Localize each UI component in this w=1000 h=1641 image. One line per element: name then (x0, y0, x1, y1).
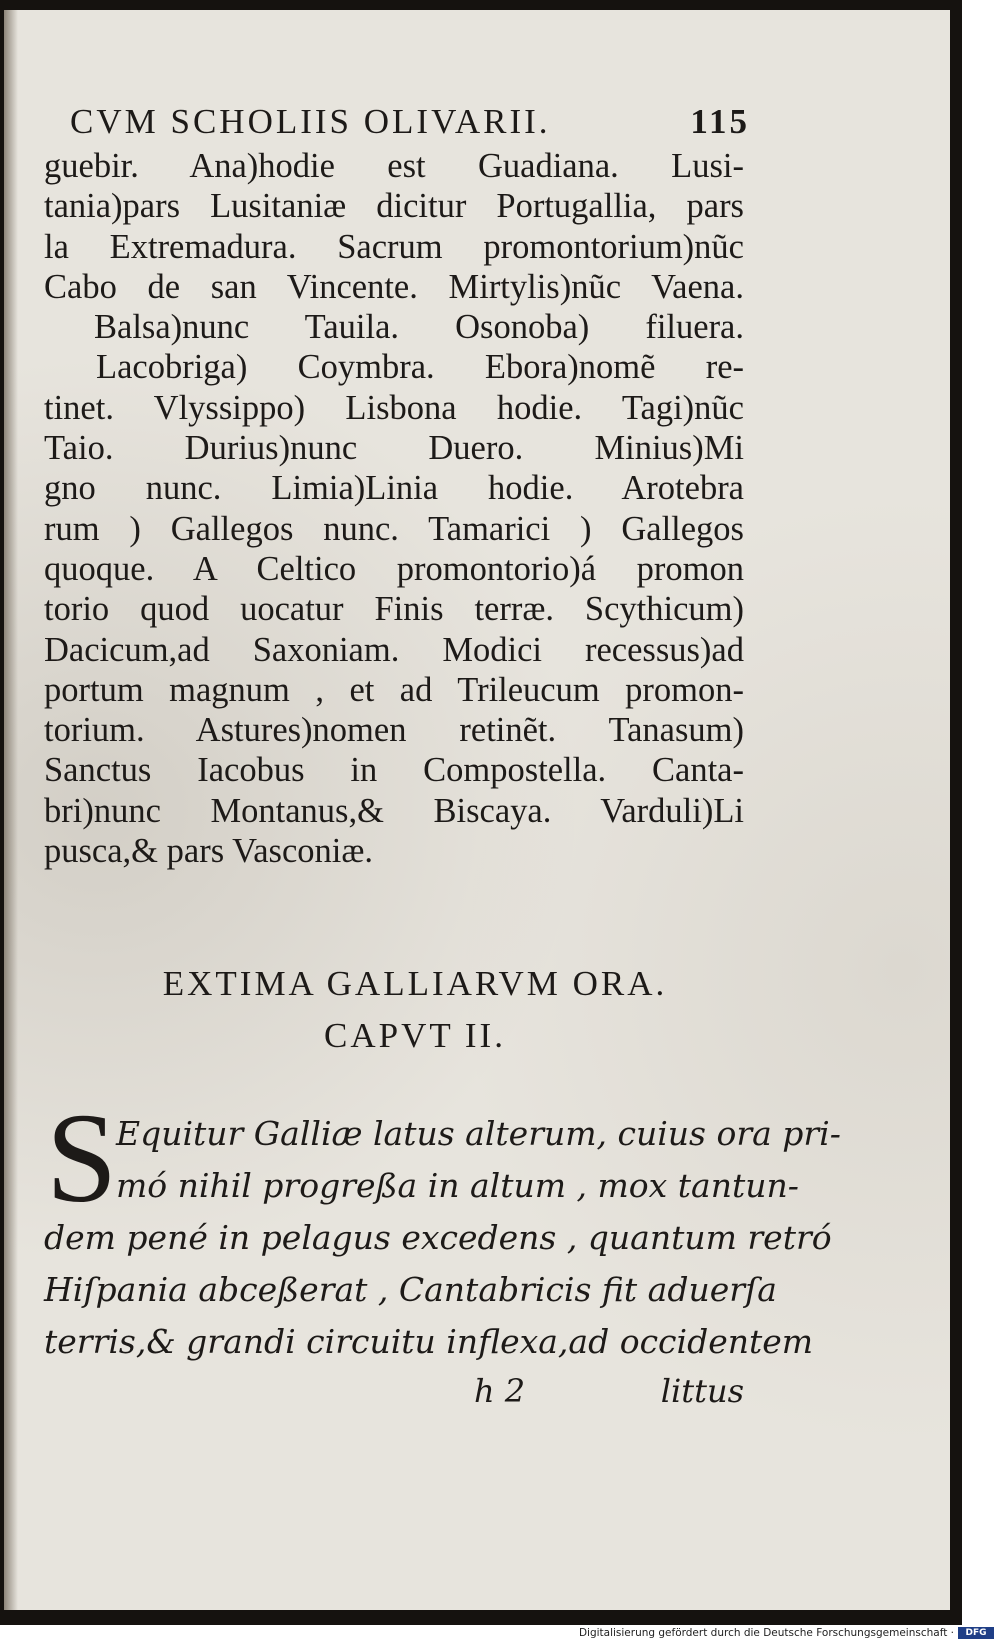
notes-line: pusca,& pars Vasconiæ. (44, 832, 373, 871)
notes-line: portum magnum , et ad Trileucum promon- (44, 670, 744, 709)
notes-line: Cabo de san Vincente. Mirtylis)nũc Vaena. (44, 267, 744, 306)
dfg-logo: DFG (958, 1627, 994, 1639)
signature-mark: h 2 (474, 1372, 526, 1410)
notes-line: torium. Astures)nomen retinẽt. Tanasum) (44, 711, 744, 750)
page-gutter-shadow (4, 10, 18, 1610)
body-line: dem pené in pelagus excedens , quantum retró (44, 1218, 832, 1257)
body-line: mó nihil progreßa in altum , mox tantun- (116, 1166, 799, 1205)
notes-line: Lacobriga) Coymbra. Ebora)nomẽ re- (96, 348, 744, 387)
catchword: littus (660, 1372, 744, 1410)
notes-line: gno nunc. Limia)Linia hodie. Arotebra (44, 469, 744, 508)
notes-line: tinet. Vlyssippo) Lisbona hodie. Tagi)nũc (44, 388, 744, 427)
page-number: 115 (690, 102, 750, 141)
notes-line: Dacicum,ad Saxoniam. Modici recessus)ad (44, 630, 744, 669)
notes-line: torio quod uocatur Finis terræ. Scythicum) (44, 590, 744, 629)
chapter-title: EXTIMA GALLIARVM ORA. (162, 964, 668, 1003)
notes-line: rum ) Gallegos nunc. Tamarici ) Gallegos (44, 509, 744, 548)
notes-line: bri)nunc Montanus,& Biscaya. Varduli)Li (44, 791, 744, 830)
scholia-notes (44, 146, 744, 871)
notes-line: quoque. A Celtico promontorio)á promon (44, 549, 744, 588)
body-line: terris,& grandi circuitu inflexa,ad occidentem (44, 1322, 814, 1361)
body-line: Equitur Galliæ latus alterum, cuius ora pri- (116, 1114, 841, 1153)
notes-line: guebir. Ana)hodie est Guadiana. Lusi- (44, 147, 744, 185)
notes-line: Taio. Durius)nunc Duero. Minius)Mi (44, 429, 744, 468)
running-head (70, 102, 750, 146)
chapter-heading (60, 958, 770, 1062)
funding-credit: Digitalisierung gefördert durch die Deutsche Forschungsgemeinschaft · (578, 1627, 954, 1639)
body-line: Hiſpania abceßerat , Cantabricis fit aduerſa (44, 1270, 777, 1309)
notes-line: la Extremadura. Sacrum promontorium)nũc (44, 227, 744, 266)
drop-cap: S (46, 1087, 118, 1229)
signature-line (44, 1372, 744, 1416)
notes-line: Sanctus Iacobus in Compostella. Canta- (44, 751, 744, 790)
chapter-number: CAPVT II. (324, 1016, 506, 1055)
notes-line: Balsa)nunc Tauila. Osonoba) filuera. (94, 308, 744, 347)
chapter-body (44, 1087, 841, 1368)
notes-line: tania)pars Lusitaniæ dicitur Portugallia, pars (44, 187, 744, 226)
running-head-title: CVM SCHOLIIS OLIVARII. (70, 102, 551, 141)
